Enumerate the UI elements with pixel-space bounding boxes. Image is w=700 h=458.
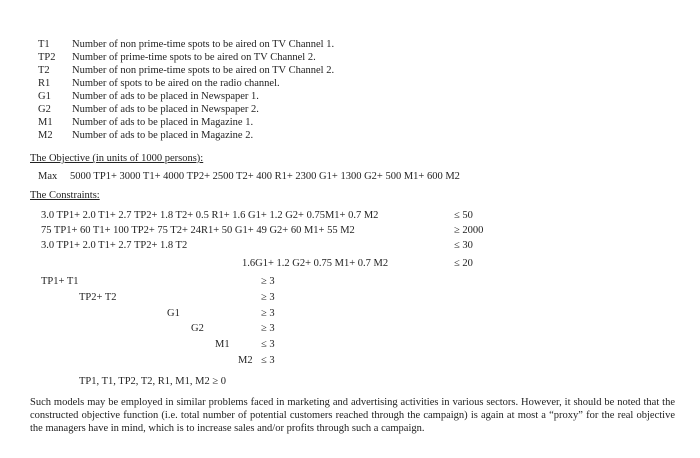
body-paragraph: Such models may be employed in similar problems faced in marketing and advertising activities in various sectors. However, it should be noted that the constructed objective function (i.e. total number of potential customers reached through the campaign) is again at most a “proxy” for the real objective the managers have in mind, which is to increase sales and/or profits through such a campaign.: [30, 397, 675, 435]
bound-rhs: ≤ 3: [261, 339, 275, 350]
variable-name: TP2: [38, 52, 56, 63]
bound-rhs: ≥ 3: [261, 323, 275, 334]
variable-name: M1: [38, 117, 53, 128]
constraint-rhs: ≤ 20: [454, 258, 473, 269]
variable-name: T1: [38, 39, 50, 50]
bound-lhs: TP2+ T2: [79, 292, 117, 303]
constraints-heading: The Constraints:: [30, 190, 100, 201]
constraint-lhs: 3.0 TP1+ 2.0 T1+ 2.7 TP2+ 1.8 T2+ 0.5 R1+ 1.6 G1+ 1.2 G2+ 0.75M1+ 0.7 M2: [41, 210, 379, 221]
constraint-rhs: ≥ 2000: [454, 225, 484, 236]
bound-rhs: ≥ 3: [261, 276, 275, 287]
constraint-lhs: 75 TP1+ 60 T1+ 100 TP2+ 75 T2+ 24R1+ 50 G1+ 49 G2+ 60 M1+ 55 M2: [41, 225, 355, 236]
variable-name: M2: [38, 130, 53, 141]
variable-description: Number of ads to be placed in Newspaper 1.: [72, 91, 259, 102]
bound-lhs: G1: [167, 308, 180, 319]
variable-name: G1: [38, 91, 51, 102]
constraint-rhs: ≤ 30: [454, 240, 473, 251]
variable-description: Number of prime-time spots to be aired on TV Channel 2.: [72, 52, 316, 63]
objective-expression: 5000 TP1+ 3000 T1+ 4000 TP2+ 2500 T2+ 400 R1+ 2300 G1+ 1300 G2+ 500 M1+ 600 M2: [70, 171, 460, 182]
bound-lhs: TP1+ T1: [41, 276, 79, 287]
constraint-lhs: 1.6G1+ 1.2 G2+ 0.75 M1+ 0.7 M2: [242, 258, 389, 269]
variable-name: T2: [38, 65, 50, 76]
variable-description: Number of non prime-time spots to be aired on TV Channel 1.: [72, 39, 335, 50]
variable-description: Number of spots to be aired on the radio channel.: [72, 78, 280, 89]
bound-lhs: M1: [215, 339, 230, 350]
objective-heading: The Objective (in units of 1000 persons):: [30, 153, 204, 164]
variable-description: Number of ads to be placed in Magazine 2.: [72, 130, 254, 141]
bound-rhs: ≤ 3: [261, 355, 275, 366]
bound-lhs: G2: [191, 323, 204, 334]
variable-description: Number of non prime-time spots to be aired on TV Channel 2.: [72, 65, 335, 76]
bound-rhs: ≥ 3: [261, 292, 275, 303]
objective-label: Max: [38, 171, 58, 182]
constraint-lhs: 3.0 TP1+ 2.0 T1+ 2.7 TP2+ 1.8 T2: [41, 240, 188, 251]
bound-rhs: ≥ 3: [261, 308, 275, 319]
constraint-rhs: ≤ 50: [454, 210, 473, 221]
variable-description: Number of ads to be placed in Newspaper 2.: [72, 104, 259, 115]
nonnegativity-constraint: TP1, T1, TP2, T2, R1, M1, M2 ≥ 0: [79, 376, 226, 387]
variable-name: G2: [38, 104, 51, 115]
variable-description: Number of ads to be placed in Magazine 1.: [72, 117, 254, 128]
bound-lhs: M2: [238, 355, 253, 366]
variable-name: R1: [38, 78, 51, 89]
